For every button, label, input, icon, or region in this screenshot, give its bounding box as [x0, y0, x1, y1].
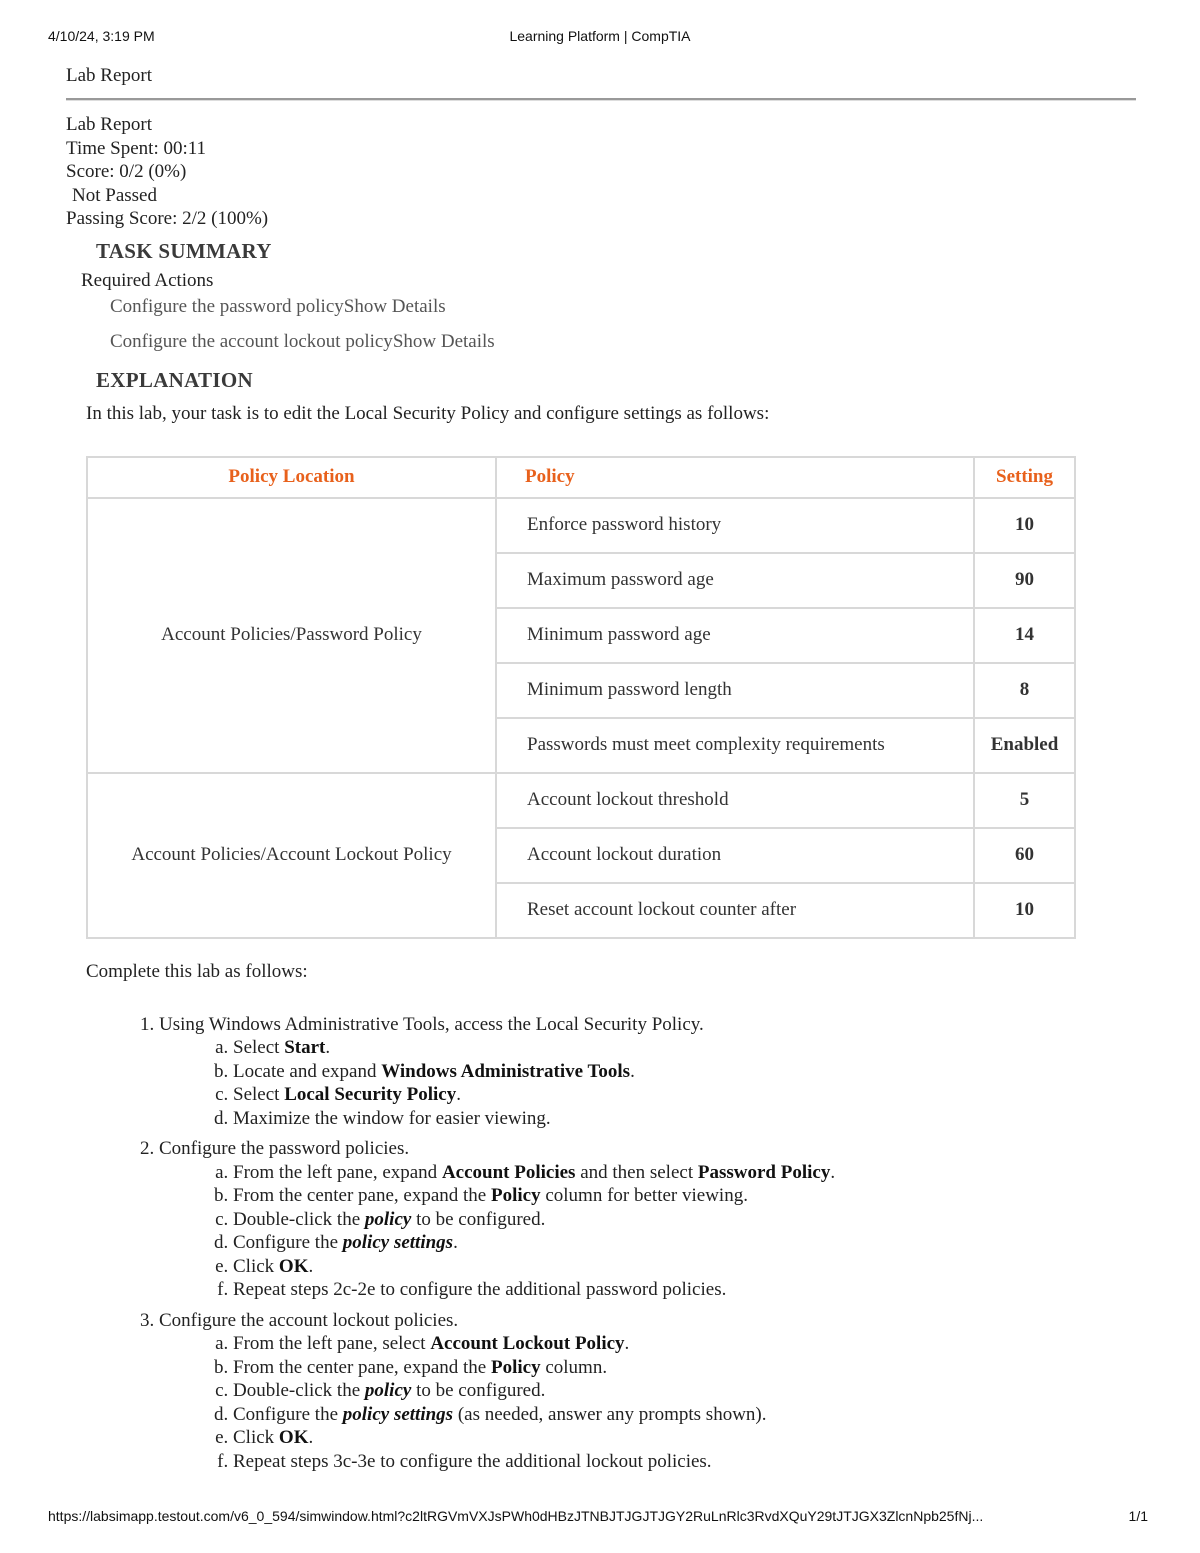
- page-title: Lab Report: [66, 65, 153, 86]
- substep-item: e. Click OK.: [233, 1255, 1136, 1279]
- show-details-link[interactable]: Show Details: [343, 295, 446, 317]
- emphasis-text: Local Security Policy: [284, 1084, 457, 1105]
- action-label: Configure the password policy: [110, 295, 344, 317]
- location-cell: Account Policies/Account Lockout Policy: [87, 773, 496, 938]
- emphasis-text: OK: [278, 1427, 309, 1448]
- required-actions-label: Required Actions: [81, 269, 214, 291]
- policy-cell: Account lockout threshold: [496, 773, 974, 828]
- step-text: Configure the account lockout policies.: [159, 1309, 459, 1331]
- substep-item: f. Repeat steps 3c-3e to configure the additional lockout policies.: [233, 1450, 1136, 1474]
- setting-cell: 10: [974, 883, 1075, 938]
- setting-cell: 10: [974, 498, 1075, 553]
- explanation-heading: EXPLANATION: [96, 367, 253, 392]
- score: Score: 0/2 (0%): [66, 161, 187, 182]
- emphasis-text: Windows Administrative Tools: [381, 1060, 631, 1082]
- col-header-policy: Policy: [496, 457, 974, 498]
- substep-item: c. Double-click the policy to be configured.: [233, 1208, 1136, 1232]
- policy-settings-table: [86, 456, 1076, 939]
- complete-intro: Complete this lab as follows:: [86, 960, 308, 982]
- setting-cell: 5: [974, 773, 1075, 828]
- policy-cell: Maximum password age: [496, 553, 974, 608]
- step-item: [159, 1137, 1136, 1302]
- emphasis-text: policy: [364, 1208, 412, 1230]
- required-action-password: [110, 296, 1136, 327]
- col-header-setting: Setting: [974, 457, 1075, 498]
- substep-item: d. Maximize the window for easier viewing.: [233, 1107, 1136, 1131]
- substep-list: [159, 1332, 1136, 1473]
- substep-item: e. Click OK.: [233, 1426, 1136, 1450]
- substep-item: a. From the left pane, expand Account Policies and then select Password Policy.: [233, 1161, 1136, 1185]
- substep-item: c. Double-click the policy to be configured.: [233, 1379, 1136, 1403]
- substep-item: f. Repeat steps 2c-2e to configure the additional password policies.: [233, 1278, 1136, 1302]
- policy-cell: Minimum password age: [496, 608, 974, 663]
- substep-list: [159, 1161, 1136, 1302]
- setting-cell: 14: [974, 608, 1075, 663]
- step-text: Using Windows Administrative Tools, access the Local Security Policy.: [159, 1013, 704, 1035]
- action-label: Configure the account lockout policy: [110, 330, 393, 352]
- print-datetime: 4/10/24, 3:19 PM: [48, 28, 155, 44]
- print-page-number: 1/1: [1128, 1508, 1148, 1524]
- step-list: [66, 1013, 1136, 1474]
- table-header-row: [87, 457, 1075, 498]
- policy-cell: Passwords must meet complexity requirements: [496, 718, 974, 773]
- score-summary: [66, 113, 1136, 231]
- substep-item: b. From the center pane, expand the Policy column.: [233, 1356, 1136, 1380]
- emphasis-text: Account Lockout Policy: [430, 1333, 625, 1354]
- setting-cell: 8: [974, 663, 1075, 718]
- emphasis-text: Account Policies: [441, 1161, 576, 1183]
- passing-score: Passing Score: 2/2 (100%): [66, 208, 269, 229]
- emphasis-text: policy settings: [342, 1403, 454, 1425]
- emphasis-text: Policy: [490, 1356, 541, 1378]
- location-cell: Account Policies/Password Policy: [87, 498, 496, 773]
- setting-cell: 90: [974, 553, 1075, 608]
- explanation-intro: In this lab, your task is to edit the Local Security Policy and configure settings as follows:: [86, 402, 770, 424]
- setting-cell: Enabled: [974, 718, 1075, 773]
- substep-item: a. Select Start.: [233, 1036, 1136, 1060]
- setting-cell: 60: [974, 828, 1075, 883]
- step-item: [159, 1013, 1136, 1131]
- emphasis-text: Policy: [490, 1185, 541, 1206]
- required-action-lockout: [110, 331, 1136, 362]
- policy-cell: Reset account lockout counter after: [496, 883, 974, 938]
- time-spent: Time Spent: 00:11: [66, 137, 207, 159]
- policy-cell: Account lockout duration: [496, 828, 974, 883]
- emphasis-text: policy: [364, 1380, 412, 1401]
- substep-item: c. Select Local Security Policy.: [233, 1083, 1136, 1107]
- policy-cell: Minimum password length: [496, 663, 974, 718]
- print-url: https://labsimapp.testout.com/v6_0_594/simwindow.html?c2ltRGVmVXJsPWh0dHBzJTNBJTJGJTJGY2RuLnRlc3RvdXQuY29tJTJGX3ZlcnNpb25fNj...: [48, 1508, 984, 1524]
- emphasis-text: Password Policy: [697, 1161, 831, 1183]
- report-heading: Lab Report: [66, 114, 153, 135]
- substep-item: d. Configure the policy settings.: [233, 1231, 1136, 1255]
- substep-item: b. From the center pane, expand the Policy column for better viewing.: [233, 1184, 1136, 1208]
- table-row: [87, 773, 1075, 828]
- title-divider: [66, 98, 1136, 101]
- substep-item: a. From the left pane, select Account Lockout Policy.: [233, 1332, 1136, 1356]
- table-row: [87, 498, 1075, 553]
- emphasis-text: Start: [284, 1037, 326, 1058]
- show-details-link[interactable]: Show Details: [392, 330, 495, 352]
- pass-status: Not Passed: [72, 184, 157, 206]
- substep-item: b. Locate and expand Windows Administrative Tools.: [233, 1060, 1136, 1084]
- step-text: Configure the password policies.: [159, 1138, 410, 1159]
- policy-cell: Enforce password history: [496, 498, 974, 553]
- step-item: [159, 1309, 1136, 1474]
- task-summary-heading: TASK SUMMARY: [96, 238, 272, 263]
- substep-list: [159, 1036, 1136, 1130]
- lab-report-content: [66, 62, 1136, 1480]
- col-header-location: Policy Location: [87, 457, 496, 498]
- emphasis-text: OK: [278, 1255, 309, 1277]
- print-page-title: Learning Platform | CompTIA: [509, 28, 691, 44]
- substep-item: d. Configure the policy settings (as needed, answer any prompts shown).: [233, 1403, 1136, 1427]
- emphasis-text: policy settings: [342, 1232, 454, 1253]
